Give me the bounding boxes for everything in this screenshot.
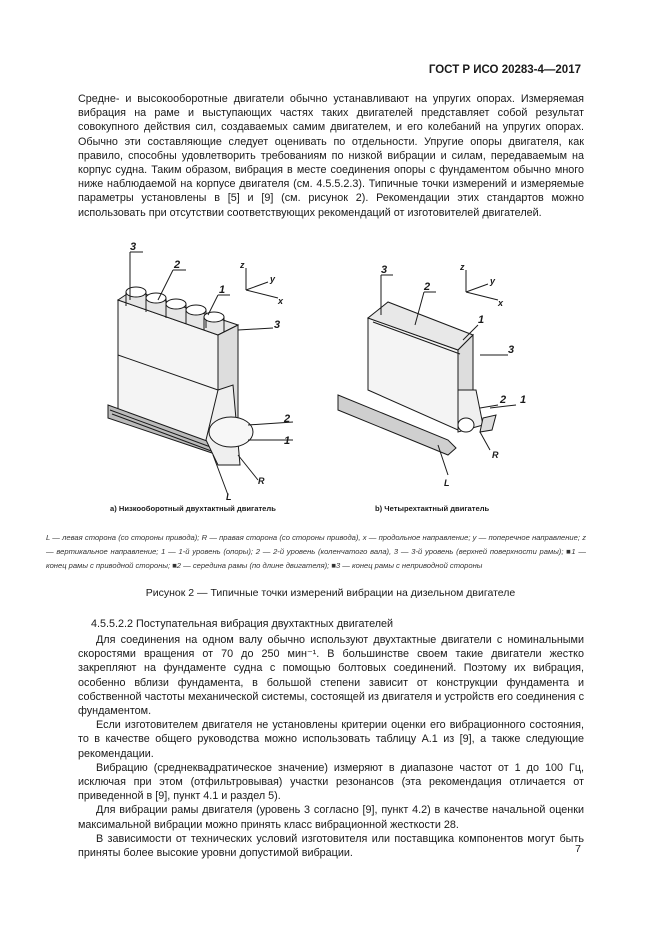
label-3: 3 [508, 344, 515, 356]
intro-paragraph: Средне- и высокооборотные двигатели обычно устанавливают на упругих опорах. Измеряемая вибрация на раме и выступающих частях таких двигателей представляет собой результат совокупного действия сил, создаваемых самим двигателем, и его колебаний на упругих опорах. Обычно эти составляющие следует оценивать по отдельности. Упругие опоры двигателя, как правило, способны удовлетворить требованиям по низкой вибрации и силам, передаваемым на корпус судна. Таким образом, вибрация в месте соединения опоры с фундаментом обычно много ниже наблюдаемой на корпусе двигателя (см. 4.5.5.2.3). Типичные точки измерений и измеряемые параметры установлены в [5] и [9] (см. рисунок 2). Рекомендации этих стандартов можно использовать при отсутствии соответствующих рекомендаций от изготовителей двигателей. [78, 93, 584, 219]
figure-legend: L — левая сторона (со стороны привода); R — правая сторона (со стороны привода), x — продольное направление; y — поперечное направление; z — вертикальное направление; 1 — 1-й уровень (опоры); 2 — 2-й уровень (коленчатого вала), 3 — 3-й уровень (верхней поверхности рамы); ■1 — конец рамы с приводной стороны; ■2 — середина рамы (по длине двигателя); ■3 — конец рамы с неприводной стороны [46, 533, 586, 570]
label-1: 1 [478, 314, 485, 326]
label-2: 2 [500, 394, 507, 406]
paragraph: Для вибрации рамы двигателя (уровень 3 согласно [9], пункт 4.2) в качестве начальной оценки максимальной вибрации можно принять класс вибрационной жесткости 28. [78, 804, 584, 831]
engine-a-drawing [108, 252, 293, 495]
label-2: 2 [174, 259, 181, 271]
label-3: 3 [381, 264, 388, 276]
axis-z: z [460, 262, 465, 272]
section-body [78, 633, 584, 860]
page-number: 7 [575, 843, 581, 855]
label-l: L [444, 478, 450, 488]
label-l: L [226, 492, 232, 502]
axis-y: y [270, 274, 276, 284]
label-r: R [258, 476, 265, 486]
figure-title: Рисунок 2 — Типичные точки измерений вибрации на дизельном двигателе [145, 587, 516, 599]
axis-y: y [490, 276, 496, 286]
label-1: 1 [219, 284, 226, 296]
engine-b-drawing [338, 270, 516, 475]
paragraph: Для соединения на одном валу обычно используют двухтактные двигатели с номинальными скоростями вращения от 70 до 250 мин⁻¹. В большинстве своем такие двигатели жестко закрепляют на фундаменте судна с помощью болтовых соединений. Поэтому их вибрация, особенно вблизи фундамента, в большой степени зависит от конструкции фундамента и собственной частоты механической системы, состоящей из двигателя и устройств его соединения с фундаментом. [78, 634, 584, 718]
caption-a: а) Низкооборотный двухтактный двигатель [110, 504, 276, 513]
label-2: 2 [284, 413, 291, 425]
figure-engines [88, 240, 588, 502]
section-heading: 4.5.5.2.2 Поступательная вибрация двухтактных двигателей [91, 618, 394, 630]
paragraph: В зависимости от технических условий изготовителя или поставщика компонентов могут быть приняты более высокие уровни допустимой вибрации. [78, 832, 584, 860]
caption-b: b) Четырехтактный двигатель [375, 504, 490, 513]
label-3: 3 [130, 241, 137, 253]
paragraph: Вибрацию (среднеквадратическое значение) измеряют в диапазоне частот от 1 до 100 Гц, исключая при этом (отфильтровывая) участки резонансов (эта рекомендация отличается от приведенной в [9], пункт 4.1 и раздел 5). [78, 761, 584, 803]
axis-x: x [498, 298, 504, 308]
axis-x: x [278, 296, 284, 306]
label-1: 1 [520, 394, 527, 406]
label-1: 1 [284, 435, 291, 447]
paragraph: Если изготовителем двигателя не установлены критерии оценки его вибрационного состояния, то в качестве общего руководства можно использовать таблицу А.1 из [9], а также следующие рекомендации. [78, 719, 584, 760]
axis-z: z [240, 260, 245, 270]
label-3: 3 [274, 319, 281, 331]
label-2: 2 [424, 281, 431, 293]
label-r: R [492, 450, 499, 460]
document-header: ГОСТ Р ИСО 20283-4—2017 [428, 64, 581, 76]
